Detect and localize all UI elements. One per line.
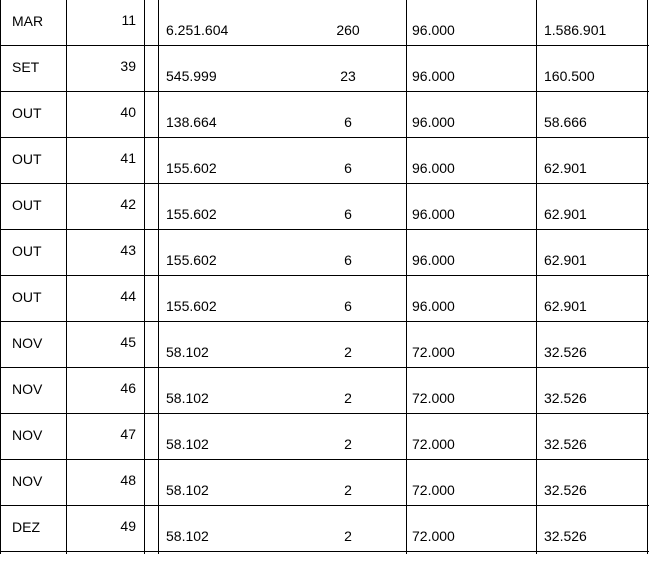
table-row	[0, 0, 649, 46]
column-divider	[647, 0, 648, 554]
value-c-cell: 72.000	[412, 436, 455, 452]
month-cell: NOV	[12, 473, 43, 489]
column-divider	[536, 0, 537, 554]
month-cell: OUT	[12, 197, 42, 213]
value-d-cell: 62.901	[544, 160, 587, 176]
value-d-cell: 58.666	[544, 114, 587, 130]
row-divider	[0, 321, 649, 322]
month-cell: DEZ	[12, 519, 40, 535]
row-divider	[0, 229, 649, 230]
value-c-cell: 96.000	[412, 160, 455, 176]
week-cell: 43	[120, 242, 136, 258]
row-divider	[0, 367, 649, 368]
value-d-cell: 32.526	[544, 436, 587, 452]
value-a-cell: 155.602	[166, 160, 217, 176]
table-row	[0, 276, 649, 322]
row-divider	[0, 137, 649, 138]
table-row	[0, 506, 649, 552]
value-d-cell: 1.586.901	[544, 22, 607, 38]
week-cell: 42	[120, 196, 136, 212]
value-b-cell: 6	[344, 160, 352, 176]
month-cell: OUT	[12, 243, 42, 259]
column-divider	[158, 0, 159, 554]
value-b-cell: 2	[344, 528, 352, 544]
value-d-cell: 32.526	[544, 344, 587, 360]
table-row	[0, 46, 649, 92]
value-c-cell: 96.000	[412, 206, 455, 222]
value-d-cell: 62.901	[544, 206, 587, 222]
value-d-cell: 62.901	[544, 252, 587, 268]
value-a-cell: 58.102	[166, 344, 209, 360]
value-b-cell: 2	[344, 344, 352, 360]
value-d-cell: 32.526	[544, 482, 587, 498]
table-row	[0, 92, 649, 138]
month-cell: OUT	[12, 151, 42, 167]
value-a-cell: 155.602	[166, 252, 217, 268]
value-b-cell: 260	[336, 22, 360, 38]
month-cell: MAR	[12, 13, 44, 29]
value-a-cell: 545.999	[166, 68, 217, 84]
value-b-cell: 6	[344, 252, 352, 268]
table-row	[0, 460, 649, 506]
week-cell: 44	[120, 288, 136, 304]
value-d-cell: 32.526	[544, 528, 587, 544]
value-b-cell: 6	[344, 206, 352, 222]
column-divider	[144, 0, 145, 554]
value-a-cell: 58.102	[166, 390, 209, 406]
week-cell: 40	[120, 104, 136, 120]
value-c-cell: 72.000	[412, 482, 455, 498]
column-divider	[406, 0, 407, 554]
value-c-cell: 96.000	[412, 22, 455, 38]
value-b-cell: 2	[344, 390, 352, 406]
row-divider	[0, 275, 649, 276]
table-row	[0, 138, 649, 184]
value-a-cell: 6.251.604	[166, 22, 229, 38]
month-cell: NOV	[12, 381, 43, 397]
week-cell: 47	[120, 426, 136, 442]
value-a-cell: 58.102	[166, 436, 209, 452]
month-cell: NOV	[12, 427, 43, 443]
value-d-cell: 160.500	[544, 68, 595, 84]
value-d-cell: 32.526	[544, 390, 587, 406]
value-b-cell: 23	[340, 68, 356, 84]
table-row	[0, 184, 649, 230]
table-row	[0, 322, 649, 368]
value-d-cell: 62.901	[544, 298, 587, 314]
value-b-cell: 6	[344, 114, 352, 130]
value-c-cell: 96.000	[412, 68, 455, 84]
value-a-cell: 155.602	[166, 206, 217, 222]
column-divider	[66, 0, 67, 554]
month-cell: SET	[12, 59, 40, 75]
week-cell: 45	[120, 334, 136, 350]
week-cell: 11	[121, 12, 136, 28]
value-c-cell: 72.000	[412, 390, 455, 406]
value-a-cell: 58.102	[166, 528, 209, 544]
week-cell: 48	[120, 472, 136, 488]
month-cell: OUT	[12, 105, 42, 121]
row-divider	[0, 413, 649, 414]
row-divider	[0, 183, 649, 184]
value-c-cell: 96.000	[412, 298, 455, 314]
table-row	[0, 368, 649, 414]
week-cell: 49	[120, 518, 136, 534]
row-divider	[0, 45, 649, 46]
value-b-cell: 6	[344, 298, 352, 314]
value-a-cell: 155.602	[166, 298, 217, 314]
row-divider	[0, 459, 649, 460]
month-cell: OUT	[12, 289, 42, 305]
value-b-cell: 2	[344, 482, 352, 498]
month-cell: NOV	[12, 335, 43, 351]
table-row	[0, 414, 649, 460]
row-divider	[0, 91, 649, 92]
value-a-cell: 138.664	[166, 114, 217, 130]
week-cell: 39	[120, 58, 136, 74]
row-divider	[0, 551, 649, 552]
column-divider	[0, 0, 1, 554]
table-row	[0, 230, 649, 276]
value-c-cell: 96.000	[412, 252, 455, 268]
value-c-cell: 72.000	[412, 344, 455, 360]
value-b-cell: 2	[344, 436, 352, 452]
week-cell: 41	[120, 150, 136, 166]
week-cell: 46	[120, 380, 136, 396]
value-a-cell: 58.102	[166, 482, 209, 498]
value-c-cell: 96.000	[412, 114, 455, 130]
row-divider	[0, 505, 649, 506]
value-c-cell: 72.000	[412, 528, 455, 544]
